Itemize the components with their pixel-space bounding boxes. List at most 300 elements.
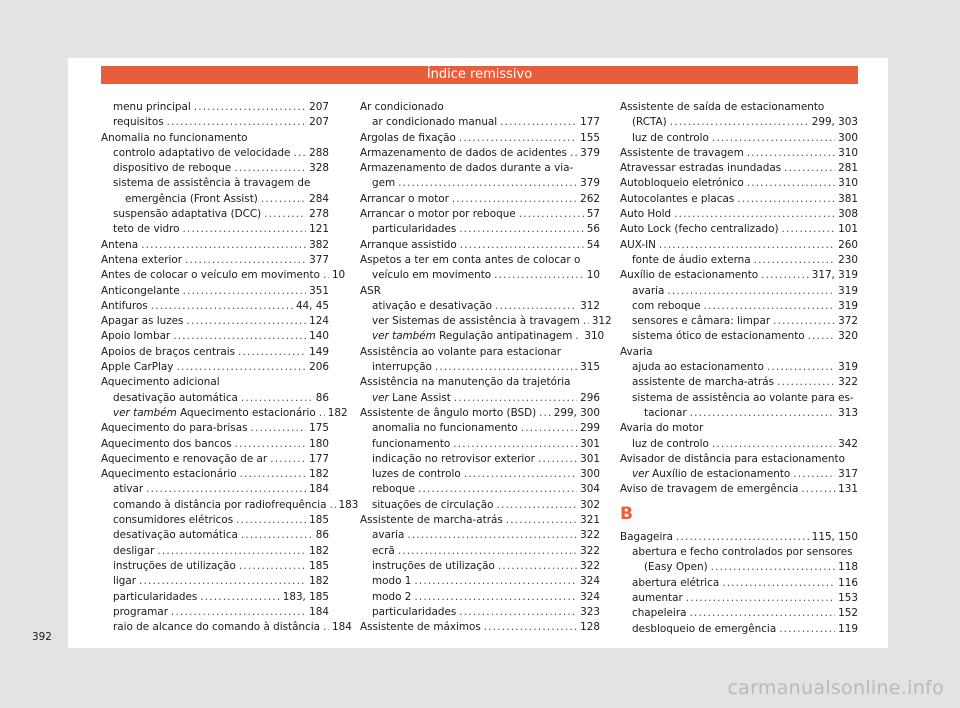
- entry-text: [113, 513, 233, 528]
- entry-text: [101, 253, 182, 268]
- dot-leader: [747, 176, 835, 191]
- index-entry: [360, 574, 600, 589]
- entry-term: indicação no retrovisor exterior: [372, 452, 535, 465]
- entry-term: Antifuros: [101, 299, 148, 312]
- dot-leader: [747, 146, 835, 161]
- index-entry: [620, 131, 858, 146]
- entry-term: abertura elétrica: [632, 576, 720, 589]
- entry-text: [101, 314, 183, 329]
- entry-term: assistente de marcha-atrás: [632, 376, 775, 389]
- dot-leader: [464, 467, 577, 482]
- entry-term: interrupção: [372, 361, 432, 374]
- entry-page-ref: 322: [580, 529, 600, 542]
- dot-leader: [754, 253, 836, 268]
- entry-page-ref: 182: [309, 544, 329, 557]
- entry-text: [632, 284, 664, 299]
- entry-term: Avaria do motor: [620, 422, 704, 435]
- entry-page-ref: 310: [584, 330, 605, 343]
- entry-term: ativar: [113, 483, 144, 496]
- entry-term: Antena exterior: [101, 253, 183, 266]
- entry-text: [632, 437, 709, 452]
- index-entry: [101, 467, 329, 482]
- entry-page-ref: 185: [309, 559, 329, 572]
- entry-page-ref: 230: [838, 253, 858, 266]
- entry-page-ref: 86: [315, 391, 329, 404]
- dot-leader: [171, 605, 306, 620]
- dot-leader: [690, 406, 836, 421]
- dot-leader: [767, 360, 835, 375]
- entry-text: [632, 606, 686, 621]
- entry-page-ref: 281: [838, 162, 858, 175]
- index-entry: [360, 284, 600, 299]
- entry-page-ref: 101: [838, 223, 858, 236]
- entry-term: instruções de utilização: [113, 559, 236, 572]
- index-entry: [360, 253, 600, 268]
- entry-page-ref: 299: [580, 422, 600, 435]
- entry-term: Ar condicionado: [360, 101, 444, 113]
- entry-page-ref: 184: [332, 621, 352, 634]
- entry-term: Anticongelante: [101, 284, 180, 297]
- entry-term: requisitos: [113, 116, 164, 129]
- entry-page-ref: 319: [838, 299, 858, 312]
- dot-leader: [241, 391, 313, 406]
- entry-term: Arrancar o motor: [360, 192, 449, 205]
- dot-leader: [674, 207, 835, 222]
- index-entry: [360, 131, 600, 146]
- entry-term: ativação e desativação: [372, 299, 492, 312]
- entry-term: programar: [113, 605, 168, 618]
- dot-leader: [251, 421, 307, 436]
- entry-page-ref: 182: [327, 406, 348, 419]
- entry-text: [620, 222, 779, 237]
- entry-page-ref: 379: [580, 146, 600, 159]
- page-number: 392: [32, 631, 52, 643]
- dot-leader: [521, 421, 577, 436]
- index-entry: [101, 314, 329, 329]
- dot-leader: [494, 268, 584, 283]
- entry-page-ref: 183, 185: [282, 590, 329, 603]
- entry-text: [113, 222, 180, 237]
- dot-leader: [261, 192, 306, 207]
- entry-text: [372, 467, 461, 482]
- entry-text: [360, 513, 503, 528]
- dot-leader: [157, 544, 306, 559]
- index-entry: [101, 131, 329, 146]
- entry-term: desligar: [113, 544, 155, 557]
- section-letter: B: [620, 503, 633, 524]
- entry-text: [632, 576, 719, 591]
- entry-page-ref: 207: [309, 101, 329, 113]
- index-header: [101, 66, 858, 84]
- dot-leader: [398, 544, 577, 559]
- dot-leader: [519, 207, 584, 222]
- entry-page-ref: 301: [580, 437, 600, 450]
- entry-term: gem: [372, 177, 396, 190]
- entry-page-ref: 299, 303: [811, 116, 858, 129]
- index-entry: [360, 329, 605, 344]
- dot-leader: [782, 222, 836, 237]
- entry-page-ref: 300: [580, 468, 600, 481]
- index-entry: [620, 591, 858, 606]
- entry-page-ref: 115, 150: [811, 530, 858, 543]
- dot-leader: [506, 513, 577, 528]
- entry-text: [113, 605, 168, 620]
- entry-page-ref: 180: [309, 437, 329, 450]
- entry-term: raio de alcance do comando à distância: [113, 621, 321, 634]
- entry-text: [632, 115, 667, 130]
- index-entry: [620, 192, 858, 207]
- entry-text: [372, 222, 456, 237]
- index-entry: [620, 329, 858, 344]
- entry-term: Argolas de fixação: [360, 131, 456, 144]
- entry-text: [360, 620, 481, 635]
- dot-leader: [686, 591, 835, 606]
- index-entry: [101, 605, 329, 620]
- entry-term: particularidades: [372, 223, 457, 236]
- entry-term: ecrã: [372, 544, 395, 557]
- index-entry: [620, 452, 858, 467]
- entry-text: [360, 406, 536, 421]
- entry-term: Regulação antipatinagem: [435, 330, 573, 343]
- entry-term: instruções de utilização: [372, 559, 495, 572]
- entry-page-ref: 124: [309, 315, 329, 328]
- entry-term: Auxílio de estacionamento: [620, 269, 759, 282]
- entry-term: Aquecimento estacionário: [176, 406, 316, 419]
- index-entry: [360, 115, 600, 130]
- entry-text: [644, 406, 687, 421]
- dot-leader: [496, 498, 577, 513]
- index-entry: [101, 207, 329, 222]
- entry-text: [360, 162, 573, 174]
- index-entry: [101, 559, 329, 574]
- entry-text: [101, 329, 170, 344]
- entry-page-ref: 44, 45: [295, 299, 329, 312]
- index-entry: [101, 176, 329, 191]
- dot-leader: [484, 620, 577, 635]
- entry-term: controlo adaptativo de velocidade: [113, 146, 291, 159]
- dot-leader: [459, 222, 583, 237]
- entry-text: [372, 314, 580, 329]
- entry-term: teto de vidro: [113, 223, 180, 236]
- index-entry: [620, 268, 858, 283]
- entry-text: [632, 329, 805, 344]
- index-entry: [101, 437, 329, 452]
- index-entry: [360, 605, 600, 620]
- dot-leader: [793, 467, 835, 482]
- entry-text: [620, 422, 703, 434]
- page-title: Índice remissivo: [426, 67, 533, 82]
- entry-text: [113, 177, 310, 189]
- dot-leader: [460, 238, 584, 253]
- entry-text: [360, 146, 567, 161]
- index-entry: [360, 314, 612, 329]
- index-entry: [101, 146, 329, 161]
- entry-page-ref: 185: [309, 514, 329, 527]
- index-entry: [101, 421, 329, 436]
- index-entry: [620, 375, 858, 390]
- entry-text: [360, 192, 449, 207]
- index-entry: [620, 560, 858, 575]
- index-entry: [360, 375, 600, 390]
- dot-leader: [238, 345, 306, 360]
- entry-page-ref: 140: [309, 330, 329, 343]
- entry-text: [620, 530, 673, 545]
- entry-text: [632, 467, 790, 482]
- index-entry: [101, 375, 329, 390]
- entry-text: [620, 192, 734, 207]
- entry-term: Avaria: [620, 345, 653, 358]
- index-entry: [620, 100, 858, 115]
- entry-page-ref: 184: [309, 605, 329, 618]
- dot-leader: [539, 406, 551, 421]
- dot-leader: [435, 360, 577, 375]
- entry-term: avaria: [632, 284, 665, 297]
- entry-page-ref: 182: [309, 575, 329, 588]
- entry-text: [113, 100, 191, 115]
- dot-leader: [808, 329, 836, 344]
- index-entry: [620, 314, 858, 329]
- entry-page-ref: 116: [838, 576, 858, 589]
- entry-text: [113, 498, 327, 513]
- dot-leader: [575, 329, 581, 344]
- dot-leader: [801, 482, 835, 497]
- dot-leader: [398, 176, 577, 191]
- entry-term: Aquecimento estacionário: [101, 468, 237, 481]
- entry-page-ref: 10: [331, 269, 346, 282]
- entry-page-ref: 184: [309, 483, 329, 496]
- dot-leader: [183, 222, 307, 237]
- entry-text: [101, 238, 138, 253]
- entry-text: [372, 421, 518, 436]
- entry-term: Aquecimento dos bancos: [101, 437, 232, 450]
- entry-term: Aviso de travagem de emergência: [620, 483, 799, 496]
- entry-text: [620, 207, 671, 222]
- entry-term: luzes de controlo: [372, 468, 461, 481]
- entry-term: fonte de áudio externa: [632, 253, 751, 266]
- entry-term: particularidades: [113, 590, 198, 603]
- entry-text: [372, 574, 411, 589]
- entry-term: sistema de assistência ao volante para es-: [632, 391, 854, 404]
- dot-leader: [703, 299, 835, 314]
- dot-leader: [183, 284, 307, 299]
- entry-term: ASR: [360, 284, 381, 297]
- dot-leader: [712, 131, 835, 146]
- index-entry: [101, 482, 329, 497]
- entry-text: [372, 329, 572, 344]
- index-entry: [101, 620, 352, 635]
- dot-leader: [453, 437, 577, 452]
- index-entry: [101, 299, 329, 314]
- entry-page-ref: 284: [309, 192, 329, 205]
- entry-term: desativação automática: [113, 529, 238, 542]
- entry-term: Assistente de saída de estacionamento: [620, 101, 825, 113]
- entry-term: luz de controlo: [632, 131, 709, 144]
- entry-text: [113, 115, 164, 130]
- entry-text: [632, 299, 700, 314]
- index-column-1: [101, 100, 359, 635]
- entry-text: [632, 622, 776, 637]
- dot-leader: [293, 146, 306, 161]
- entry-page-ref: 310: [838, 146, 858, 159]
- index-entry: [360, 222, 600, 237]
- entry-page-ref: 379: [580, 177, 600, 190]
- index-entry: [620, 467, 858, 482]
- entry-term: Assistente de travagem: [620, 146, 744, 159]
- entry-text: [372, 452, 535, 467]
- dot-leader: [737, 192, 835, 207]
- index-entry: [620, 161, 858, 176]
- entry-term: ajuda ao estacionamento: [632, 361, 764, 374]
- dot-leader: [784, 161, 835, 176]
- entry-term: Aquecimento adicional: [101, 376, 220, 389]
- entry-text: [372, 605, 456, 620]
- dot-leader: [200, 590, 279, 605]
- index-entry: [101, 100, 329, 115]
- entry-term: Apagar as luzes: [101, 315, 184, 328]
- index-entry: [360, 482, 600, 497]
- entry-term: (Easy Open): [644, 561, 708, 574]
- entry-text: [101, 132, 248, 144]
- dot-leader: [689, 606, 835, 621]
- entry-text: [620, 238, 656, 253]
- entry-text: [113, 207, 261, 222]
- entry-page-ref: 317: [838, 468, 858, 481]
- index-column-3: [620, 100, 858, 637]
- entry-term: Aquecimento e renovação de ar: [101, 452, 268, 465]
- entry-term: Apoio lombar: [101, 330, 171, 343]
- entry-page-ref: 182: [309, 468, 329, 481]
- entry-term: abertura e fecho controlados por sensores: [632, 546, 853, 559]
- entry-page-ref: 153: [838, 591, 858, 604]
- entry-term: comando à distância por radiofrequência: [113, 498, 327, 511]
- entry-term: luz de controlo: [632, 437, 709, 450]
- index-entry: [101, 391, 329, 406]
- entry-page-ref: 206: [309, 361, 329, 374]
- entry-term: Lane Assist: [388, 391, 451, 404]
- index-entry: [360, 590, 600, 605]
- entry-term: Arranque assistido: [360, 238, 457, 251]
- dot-leader: [418, 482, 577, 497]
- entry-text: [101, 421, 248, 436]
- dot-leader: [570, 146, 577, 161]
- entry-text: [620, 453, 845, 465]
- dot-leader: [264, 207, 306, 222]
- dot-leader: [500, 115, 577, 130]
- dot-leader: [139, 574, 306, 589]
- entry-term: Bagageira: [620, 530, 673, 543]
- dot-leader: [234, 161, 306, 176]
- watermark: carmanualsonline.info: [727, 677, 944, 699]
- index-entry: [360, 452, 600, 467]
- entry-term: (RCTA): [632, 116, 667, 129]
- entry-text: [360, 346, 561, 358]
- dot-leader: [323, 620, 329, 635]
- index-entry: [360, 391, 600, 406]
- index-entry: [101, 513, 329, 528]
- entry-term: funcionamento: [372, 437, 451, 450]
- dot-leader: [722, 576, 835, 591]
- entry-text: [644, 560, 708, 575]
- entry-text: [360, 238, 457, 253]
- entry-page-ref: 152: [838, 607, 858, 620]
- index-entry: [620, 238, 858, 253]
- entry-page-ref: 315: [580, 361, 600, 374]
- index-entry: [101, 161, 329, 176]
- entry-term: consumidores elétricos: [113, 514, 234, 527]
- dot-leader: [712, 437, 835, 452]
- entry-page-ref: 324: [580, 575, 600, 588]
- index-entry: [620, 421, 858, 436]
- entry-text: [113, 391, 238, 406]
- index-entry: [360, 268, 600, 283]
- entry-text: [632, 131, 709, 146]
- entry-text: [632, 375, 774, 390]
- entry-term: Armazenamento de dados durante a via-: [360, 162, 574, 175]
- entry-page-ref: 328: [309, 162, 329, 175]
- entry-term: aumentar: [632, 591, 683, 604]
- dot-leader: [241, 528, 313, 543]
- entry-term: com reboque: [632, 299, 701, 312]
- dot-leader: [235, 437, 307, 452]
- index-entry: [101, 406, 348, 421]
- index-entry: [620, 482, 858, 497]
- dot-leader: [454, 391, 577, 406]
- index-entry: [101, 544, 329, 559]
- entry-page-ref: 10: [586, 269, 600, 282]
- see-also-label: ver: [372, 391, 389, 404]
- index-entry: [360, 100, 600, 115]
- entry-page-ref: 320: [838, 330, 858, 343]
- index-entry: [620, 391, 858, 406]
- entry-page-ref: 262: [580, 192, 600, 205]
- entry-page-ref: 56: [586, 223, 600, 236]
- entry-term: tacionar: [644, 406, 687, 419]
- entry-text: [620, 101, 824, 113]
- index-entry: [360, 421, 600, 436]
- index-entry: [620, 115, 858, 130]
- entry-page-ref: 149: [309, 345, 329, 358]
- see-also-label: ver: [632, 468, 649, 481]
- entry-page-ref: 183: [338, 498, 359, 511]
- dot-leader: [711, 560, 835, 575]
- index-entry: [101, 329, 329, 344]
- index-entry: [101, 222, 329, 237]
- dot-leader: [407, 528, 577, 543]
- entry-term: AUX-IN: [620, 238, 656, 251]
- entry-term: Armazenamento de dados de acidentes: [360, 146, 567, 159]
- entry-term: modo 1: [372, 575, 412, 588]
- entry-term: Assistência ao volante para estacionar: [360, 345, 562, 358]
- entry-term: suspensão adaptativa (DCC): [113, 208, 262, 221]
- entry-term: Assistente de máximos: [360, 621, 481, 634]
- index-entry: [620, 606, 858, 621]
- entry-page-ref: 319: [838, 361, 858, 374]
- entry-page-ref: 317, 319: [811, 269, 858, 282]
- index-entry: [101, 574, 329, 589]
- entry-term: Antena: [101, 238, 139, 251]
- index-entry: [360, 299, 600, 314]
- entry-text: [632, 360, 764, 375]
- index-entry: [360, 161, 600, 176]
- entry-page-ref: 377: [309, 253, 329, 266]
- index-entry: [620, 207, 858, 222]
- index-entry: [360, 544, 600, 559]
- entry-page-ref: 301: [580, 452, 600, 465]
- index-entry: [620, 253, 858, 268]
- entry-page-ref: 381: [838, 192, 858, 205]
- entry-term: Assistência na manutenção da trajetória: [360, 376, 571, 389]
- index-entry: [360, 176, 600, 191]
